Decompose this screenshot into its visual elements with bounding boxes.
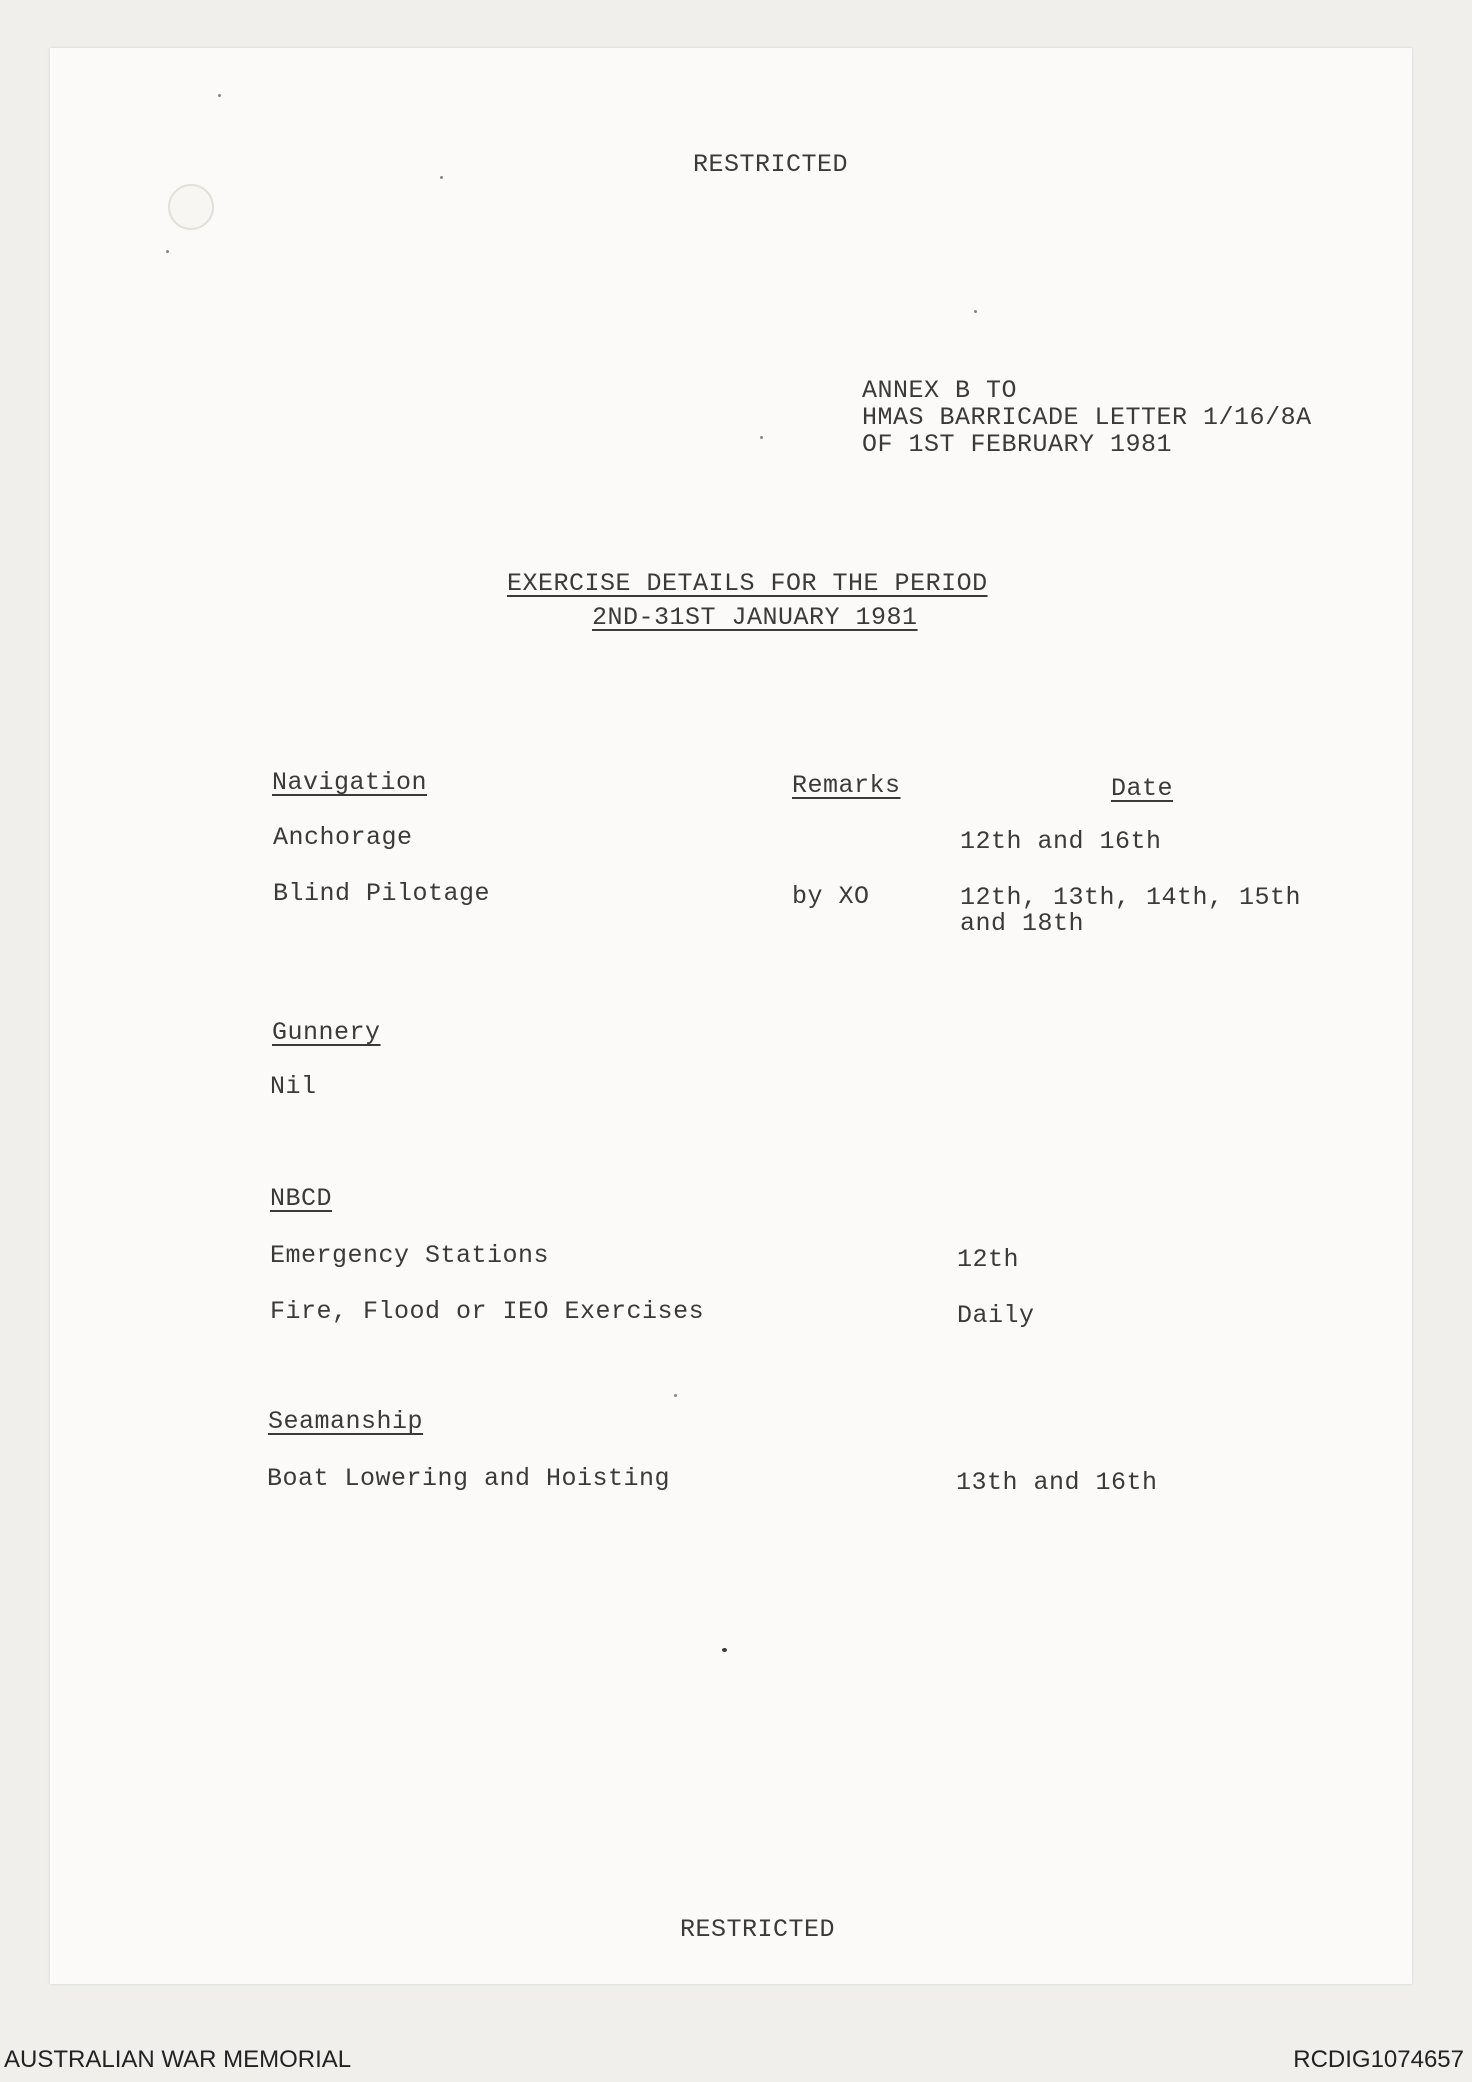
date-blind-pilotage: 12th, 13th, 14th, 15th [960, 883, 1302, 912]
item-blind-pilotage: Blind Pilotage [273, 879, 491, 908]
scan-speck [674, 1394, 677, 1397]
item-nil: Nil [270, 1072, 317, 1101]
scan-speck [218, 94, 221, 97]
scan-speck [760, 436, 763, 439]
document-page [50, 48, 1412, 1984]
archive-source-label: AUSTRALIAN WAR MEMORIAL [4, 2046, 352, 2073]
scan-speck [974, 310, 977, 313]
reference-line-2: HMAS BARRICADE LETTER 1/16/8A [862, 403, 1312, 432]
item-fire-flood-ieo: Fire, Flood or IEO Exercises [270, 1297, 705, 1326]
item-boat-lowering: Boat Lowering and Hoisting [267, 1464, 671, 1493]
date-emergency-stations: 12th [957, 1245, 1020, 1274]
date-blind-pilotage-cont: and 18th [960, 909, 1085, 938]
classification-top: RESTRICTED [693, 150, 849, 179]
date-fire-flood-ieo: Daily [957, 1301, 1035, 1330]
column-header-date: Date [1111, 774, 1174, 803]
title-line-1: EXERCISE DETAILS FOR THE PERIOD [507, 569, 988, 598]
scan-speck [722, 1648, 727, 1652]
remarks-blind-pilotage: by XO [792, 882, 870, 911]
date-anchorage: 12th and 16th [960, 827, 1162, 856]
scan-speck [166, 250, 169, 253]
section-heading-navigation: Navigation [272, 768, 428, 797]
classification-bottom: RESTRICTED [680, 1915, 836, 1944]
punch-hole [168, 184, 214, 230]
column-header-remarks: Remarks [792, 771, 901, 800]
item-anchorage: Anchorage [273, 823, 413, 852]
section-heading-gunnery: Gunnery [272, 1018, 381, 1047]
title-line-2: 2ND-31ST JANUARY 1981 [592, 603, 918, 632]
section-heading-seamanship: Seamanship [268, 1407, 424, 1436]
section-heading-nbcd: NBCD [270, 1184, 333, 1213]
date-boat-lowering: 13th and 16th [956, 1468, 1158, 1497]
scan-speck [440, 176, 443, 179]
archive-record-id: RCDIG1074657 [1293, 2046, 1464, 2073]
item-emergency-stations: Emergency Stations [270, 1241, 550, 1270]
reference-line-1: ANNEX B TO [862, 376, 1018, 405]
reference-line-3: OF 1ST FEBRUARY 1981 [862, 430, 1173, 459]
